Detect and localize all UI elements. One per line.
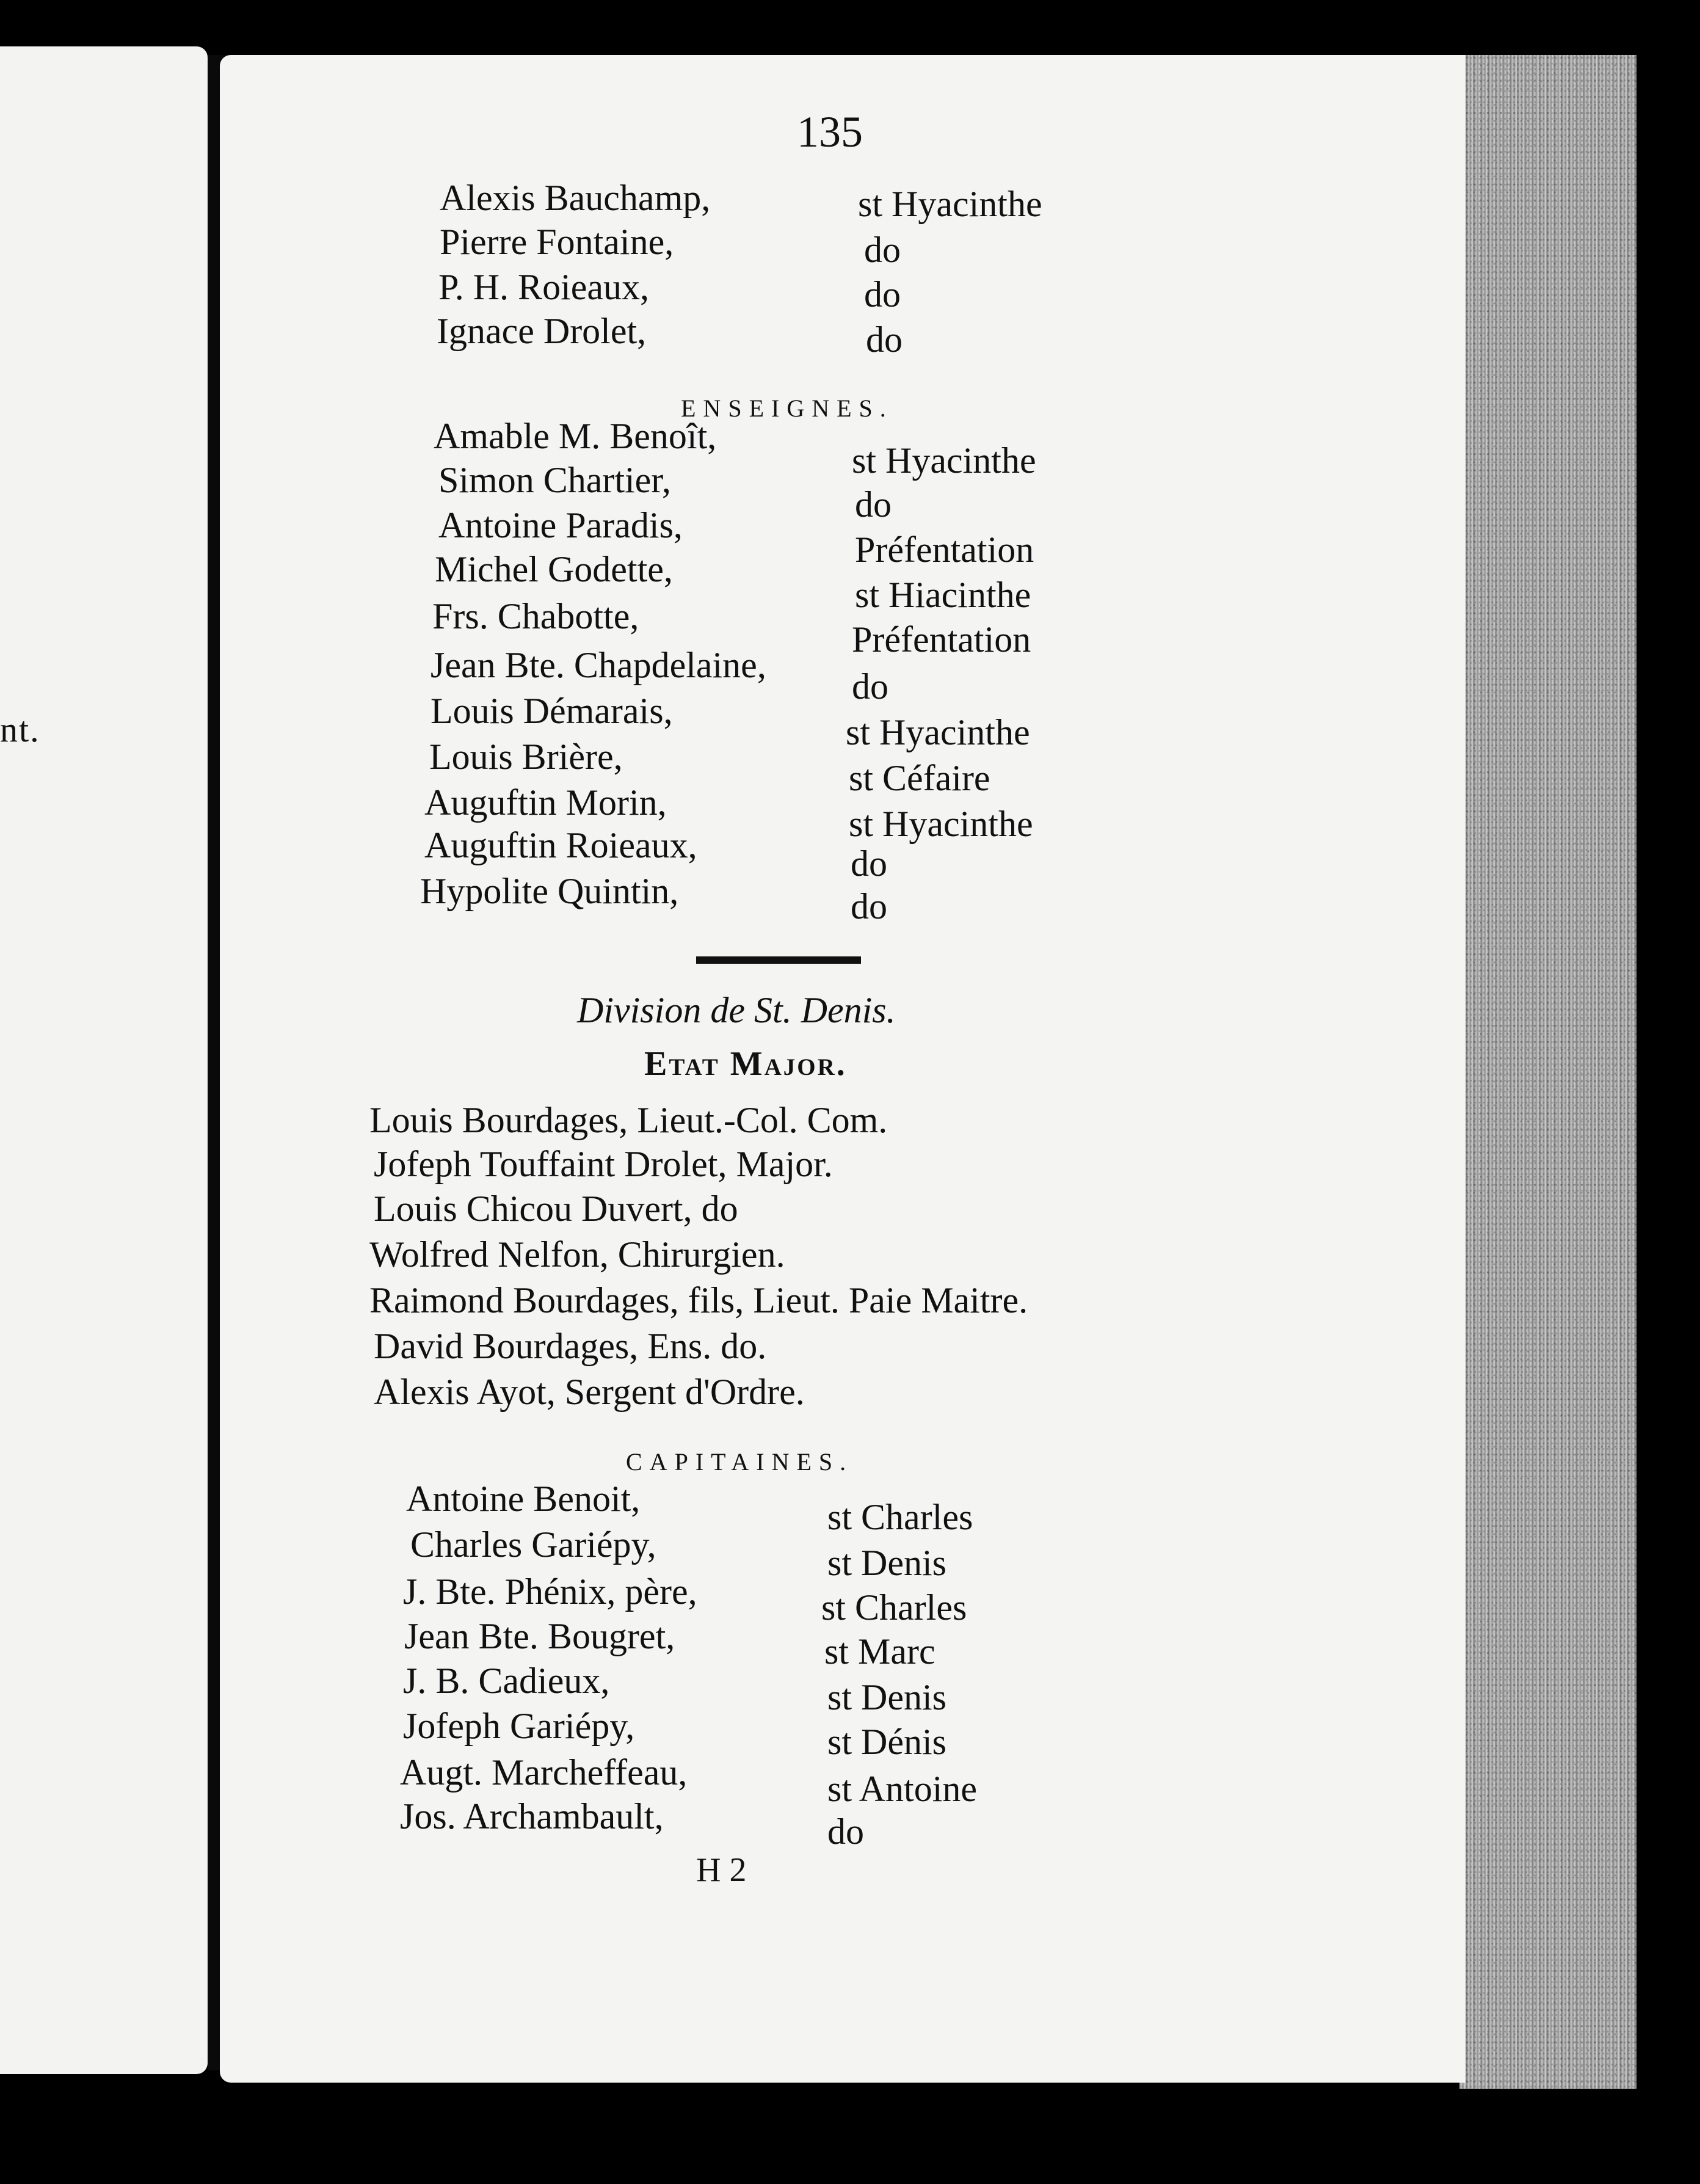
etat-major-entry: Alexis Ayot, Sergent d'Ordre. (374, 1372, 805, 1412)
enseigne-place: st Céfaire (849, 758, 990, 798)
enseigne-place: st Hyacinthe (852, 440, 1036, 481)
page-edges (1459, 55, 1636, 2089)
capitaine-name: Jofeph Gariépy, (403, 1706, 635, 1746)
enseigne-name: Louis Démarais, (430, 691, 673, 731)
capitaine-place: do (827, 1811, 864, 1852)
capitaine-name: Charles Gariépy, (410, 1524, 656, 1565)
division-title: Division de St. Denis. (577, 990, 896, 1030)
enseigne-name: Amable M. Benoît, (434, 416, 717, 456)
capitaine-name: J. Bte. Phénix, père, (403, 1571, 697, 1612)
left-facing-page (0, 46, 208, 2074)
capitaine-name: Jos. Archambault, (400, 1796, 664, 1836)
lieutenant-name: Alexis Bauchamp, (440, 178, 711, 218)
enseigne-place: do (851, 843, 887, 884)
section-divider-rule (696, 956, 861, 964)
lieutenant-place: do (866, 319, 903, 360)
capitaine-place: st Antoine (827, 1769, 978, 1809)
capitaine-place: st Charles (827, 1497, 973, 1537)
capitaine-place: st Dénis (827, 1722, 946, 1762)
lieutenant-place: st Hyacinthe (858, 184, 1042, 224)
enseignes-heading: ENSEIGNES. (681, 395, 893, 422)
enseigne-place: do (855, 484, 892, 525)
etat-major-entry: Louis Chicou Duvert, do (374, 1188, 738, 1229)
capitaine-place: st Denis (827, 1677, 946, 1717)
lieutenant-place: do (864, 230, 901, 270)
lieutenant-place: do (864, 274, 901, 315)
enseigne-place: do (851, 886, 887, 926)
enseigne-name: Auguftin Roieaux, (424, 825, 697, 865)
capitaine-name: J. B. Cadieux, (403, 1661, 610, 1701)
enseigne-place: Préfentation (852, 619, 1031, 660)
capitaine-place: st Marc (824, 1631, 935, 1672)
enseigne-name: Auguftin Morin, (424, 782, 667, 823)
etat-major-entry: Louis Bourdages, Lieut.-Col. Com. (369, 1100, 888, 1140)
etat-major-entry: Wolfred Nelfon, Chirurgien. (369, 1234, 785, 1275)
enseigne-place: st Hyacinthe (849, 804, 1033, 844)
page-number: 135 (797, 107, 863, 156)
enseigne-place: st Hyacinthe (846, 712, 1030, 752)
etat-major-entry: Raimond Bourdages, fils, Lieut. Paie Maitre. (369, 1280, 1028, 1320)
left-page-text-fragment: nt. (0, 710, 40, 749)
etat-major-entry: David Bourdages, Ens. do. (374, 1326, 767, 1366)
enseigne-name: Michel Godette, (435, 549, 673, 589)
capitaine-place: st Denis (827, 1543, 946, 1583)
capitaine-name: Antoine Benoit, (406, 1479, 641, 1519)
lieutenant-name: Ignace Drolet, (437, 311, 647, 351)
enseigne-name: Louis Brière, (429, 737, 623, 777)
enseigne-name: Jean Bte. Chapdelaine, (430, 645, 766, 685)
lieutenant-name: Pierre Fontaine, (440, 222, 674, 262)
capitaines-heading: CAPITAINES. (626, 1448, 854, 1476)
capitaine-name: Jean Bte. Bougret, (404, 1616, 675, 1656)
signature-mark: H 2 (696, 1851, 747, 1889)
etat-major-title: Etat Major. (644, 1045, 847, 1083)
enseigne-name: Hypolite Quintin, (420, 871, 679, 911)
enseigne-place: do (852, 666, 888, 707)
capitaine-place: st Charles (821, 1587, 967, 1628)
enseigne-name: Simon Chartier, (438, 460, 671, 500)
etat-major-entry: Jofeph Touffaint Drolet, Major. (374, 1144, 833, 1184)
enseigne-name: Antoine Paradis, (438, 505, 683, 545)
lieutenant-name: P. H. Roieaux, (438, 267, 649, 307)
enseigne-place: st Hiacinthe (855, 575, 1031, 615)
capitaine-name: Augt. Marcheffeau, (400, 1752, 688, 1793)
enseigne-name: Frs. Chabotte, (432, 596, 639, 636)
enseigne-place: Préfentation (855, 530, 1034, 570)
